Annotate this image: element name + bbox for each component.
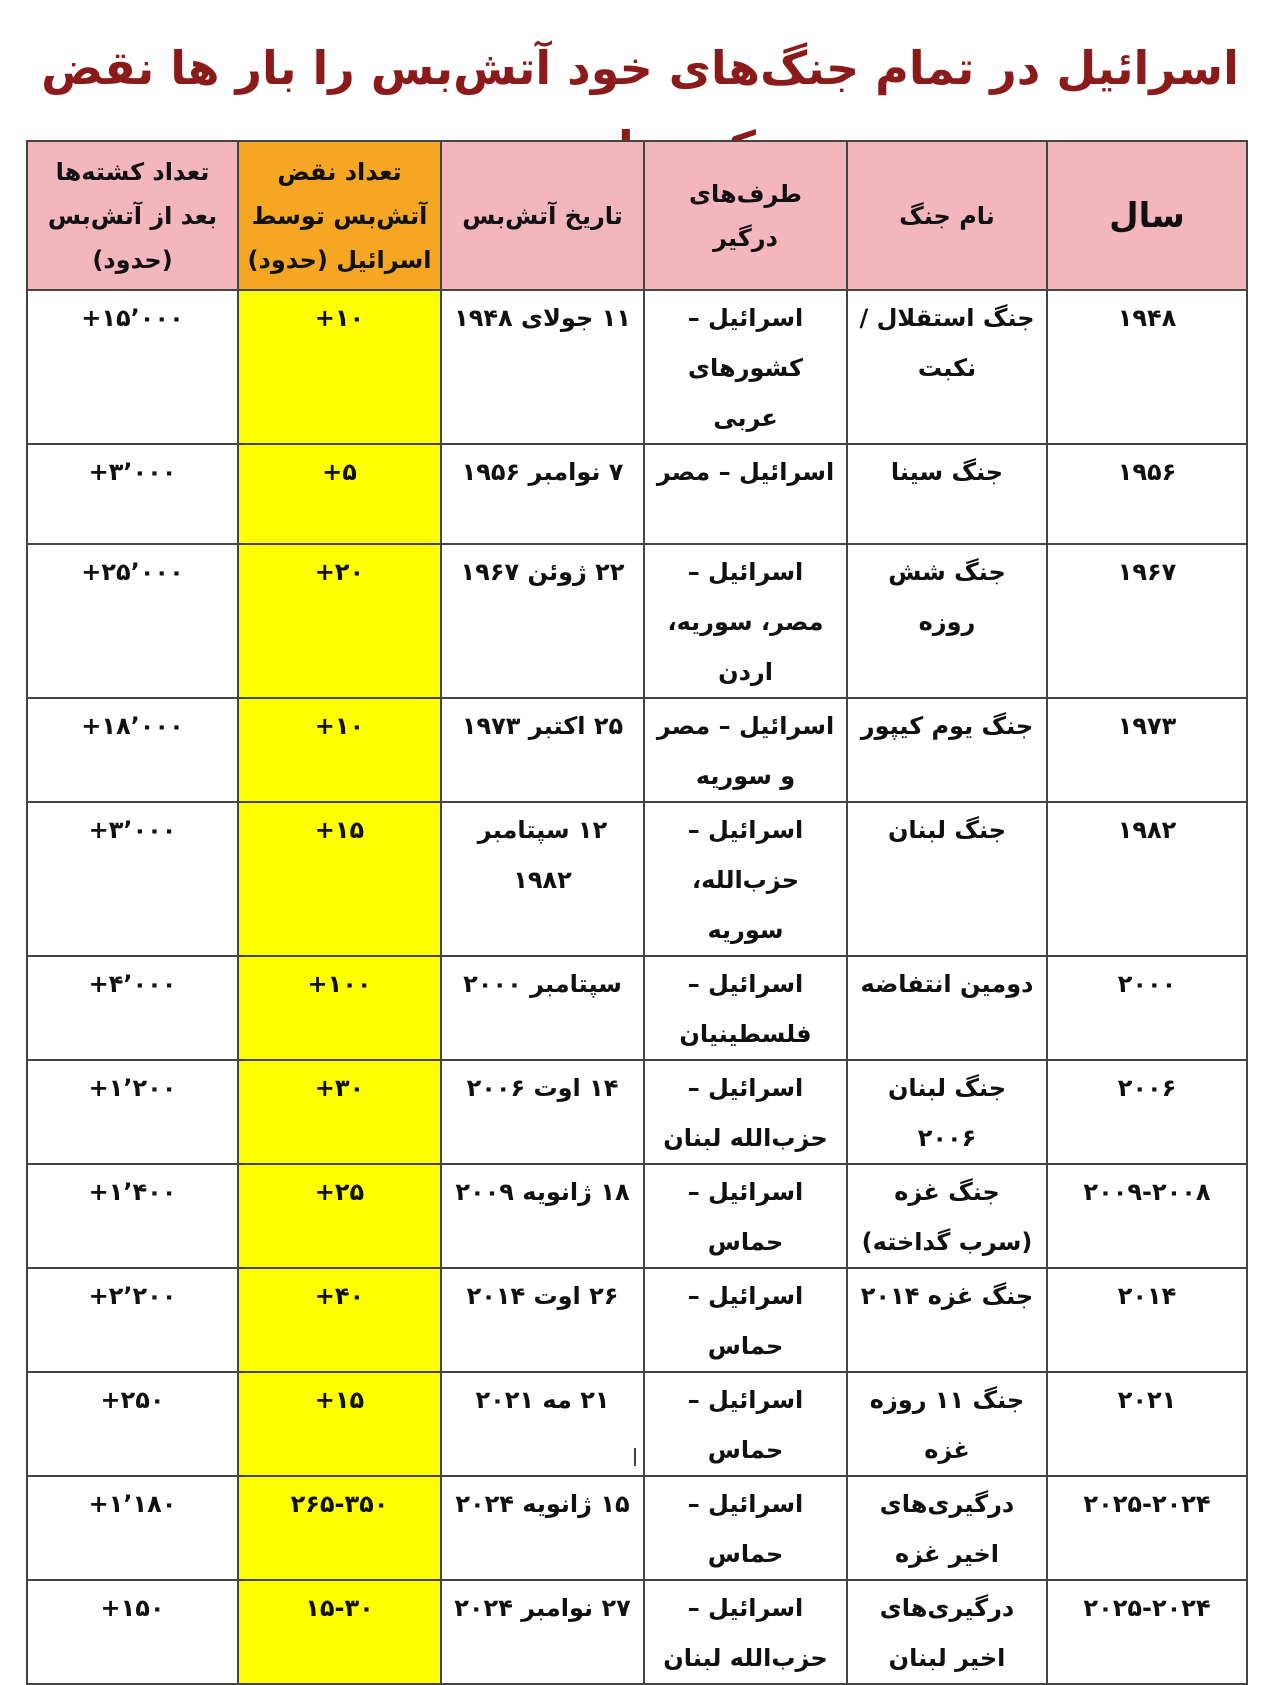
cell-violations — [238, 544, 441, 698]
header-deaths: تعداد کشته‌ها بعد از آتش‌بس (حدود) — [27, 141, 238, 290]
header-war-name: نام جنگ — [847, 141, 1047, 290]
cell-deaths-value: +۴٬۰۰۰ — [88, 970, 177, 998]
cell-deaths — [27, 956, 238, 1060]
cell-war-name: جنگ لبنان ۲۰۰۶ — [847, 1060, 1047, 1164]
cell-ceasefire-date: ۱۴ اوت ۲۰۰۶ — [441, 1060, 644, 1164]
table-row — [27, 1268, 1247, 1372]
cell-violations — [238, 1164, 441, 1268]
cell-year — [1047, 1372, 1247, 1476]
page-title: اسرائیل در تمام جنگ‌های خود آتش‌بس را بار ها نقض — [41, 41, 1239, 95]
table-row — [27, 956, 1247, 1060]
table-header-row — [27, 141, 1247, 290]
cell-ceasefire-date: ۱۵ ژانویه ۲۰۲۴ — [441, 1476, 644, 1580]
cell-parties: اسرائیل – حزب‌الله لبنان — [644, 1580, 847, 1684]
cell-deaths-value: +۱۵٬۰۰۰ — [81, 304, 184, 332]
cell-parties: اسرائیل – فلسطینیان — [644, 956, 847, 1060]
table-row — [27, 1164, 1247, 1268]
cell-deaths — [27, 1372, 238, 1476]
cell-year — [1047, 1060, 1247, 1164]
cell-year-value: ۱۹۸۲ — [1117, 816, 1177, 844]
cell-deaths — [27, 544, 238, 698]
cell-war-name: جنگ غزه ۲۰۱۴ — [847, 1268, 1047, 1372]
cell-year — [1047, 1476, 1247, 1580]
cell-deaths — [27, 1268, 238, 1372]
cell-deaths-value: +۱٬۴۰۰ — [88, 1178, 177, 1206]
cell-ceasefire-date: ۷ نوامبر ۱۹۵۶ — [441, 444, 644, 544]
cell-parties: اسرائیل – کشورهای عربی — [644, 290, 847, 444]
cell-year — [1047, 698, 1247, 802]
cell-ceasefire-date: ۲۷ نوامبر ۲۰۲۴ — [441, 1580, 644, 1684]
cell-deaths-value: +۳٬۰۰۰ — [88, 816, 177, 844]
cell-deaths — [27, 290, 238, 444]
table-row — [27, 1060, 1247, 1164]
cell-year-value: ۲۰۰۹-۲۰۰۸ — [1083, 1178, 1211, 1206]
cell-deaths-value: +۲۵۰ — [100, 1386, 165, 1414]
table-row — [27, 1476, 1247, 1580]
cell-year — [1047, 956, 1247, 1060]
cell-war-name: درگیری‌های اخیر غزه — [847, 1476, 1047, 1580]
cell-violations-value: +۳۰ — [314, 1074, 365, 1102]
cell-violations-value: +۱۵ — [314, 1386, 365, 1414]
cell-parties: اسرائیل – حزب‌الله لبنان — [644, 1060, 847, 1164]
cell-year-value: ۱۹۵۶ — [1117, 458, 1177, 486]
cell-deaths-value: +۱۵۰ — [100, 1594, 165, 1622]
cell-violations-value: ۱۵-۳۰ — [305, 1594, 374, 1622]
cell-war-name: جنگ سینا — [847, 444, 1047, 544]
ceasefire-table — [26, 140, 1248, 1685]
header-year: سال — [1047, 141, 1247, 290]
cell-war-name: جنگ استقلال / نکبت — [847, 290, 1047, 444]
cell-year — [1047, 1164, 1247, 1268]
cell-violations — [238, 1372, 441, 1476]
cell-year-value: ۲۰۲۵-۲۰۲۴ — [1083, 1490, 1211, 1518]
table-row — [27, 544, 1247, 698]
cell-violations — [238, 1580, 441, 1684]
cell-deaths — [27, 1476, 238, 1580]
cell-parties: اسرائیل – حماس — [644, 1268, 847, 1372]
cell-year-value: ۱۹۴۸ — [1117, 304, 1177, 332]
cell-ceasefire-date: ۲۱ مه ۲۰۲۱ — [441, 1372, 644, 1476]
header-violations: تعداد نقض آتش‌بس توسط اسرائیل (حدود) — [238, 141, 441, 290]
cell-year — [1047, 444, 1247, 544]
cell-year — [1047, 1580, 1247, 1684]
cell-year-value: ۲۰۰۰ — [1117, 970, 1177, 998]
cell-violations-value: +۱۰ — [314, 304, 365, 332]
cell-parties: اسرائیل – مصر، سوریه، اردن — [644, 544, 847, 698]
cell-parties: اسرائیل – حماس — [644, 1164, 847, 1268]
table-body — [27, 290, 1247, 1684]
cell-parties: اسرائیل – مصر — [644, 444, 847, 544]
cell-year-value: ۲۰۰۶ — [1117, 1074, 1177, 1102]
table-divider-stub — [634, 1448, 636, 1466]
cell-deaths — [27, 802, 238, 956]
cell-violations — [238, 802, 441, 956]
cell-parties: اسرائیل – حماس — [644, 1476, 847, 1580]
cell-deaths-value: +۳٬۰۰۰ — [88, 458, 177, 486]
cell-year — [1047, 1268, 1247, 1372]
cell-violations-value: +۴۰ — [314, 1282, 365, 1310]
cell-year-value: ۲۰۲۱ — [1117, 1386, 1177, 1414]
cell-year-value: ۱۹۷۳ — [1117, 712, 1177, 740]
table-row — [27, 290, 1247, 444]
cell-year-value: ۲۰۲۵-۲۰۲۴ — [1083, 1594, 1211, 1622]
cell-year-value: ۲۰۱۴ — [1117, 1282, 1177, 1310]
cell-war-name: جنگ ۱۱ روزه غزه — [847, 1372, 1047, 1476]
cell-ceasefire-date: ۱۱ جولای ۱۹۴۸ — [441, 290, 644, 444]
table-row — [27, 1372, 1247, 1476]
cell-deaths — [27, 1060, 238, 1164]
cell-violations-value: +۵ — [322, 458, 357, 486]
cell-war-name: جنگ یوم کیپور — [847, 698, 1047, 802]
header-ceasefire-date: تاریخ آتش‌بس — [441, 141, 644, 290]
cell-parties: اسرائیل – حزب‌الله، سوریه — [644, 802, 847, 956]
cell-parties: اسرائیل – مصر و سوریه — [644, 698, 847, 802]
cell-parties: اسرائیل – حماس — [644, 1372, 847, 1476]
cell-year — [1047, 290, 1247, 444]
header-parties: طرف‌های درگیر — [644, 141, 847, 290]
cell-war-name: جنگ غزه (سرب گداخته) — [847, 1164, 1047, 1268]
cell-deaths-value: +۲٬۲۰۰ — [88, 1282, 177, 1310]
cell-violations — [238, 1476, 441, 1580]
cell-violations-value: ۲۶۵-۳۵۰ — [290, 1490, 389, 1518]
cell-deaths — [27, 1164, 238, 1268]
cell-deaths — [27, 1580, 238, 1684]
cell-year — [1047, 544, 1247, 698]
cell-violations-value: +۱۵ — [314, 816, 365, 844]
cell-deaths-value: +۲۵٬۰۰۰ — [81, 558, 184, 586]
cell-deaths-value: +۱۸٬۰۰۰ — [81, 712, 184, 740]
table-row — [27, 802, 1247, 956]
cell-violations-value: +۱۰۰ — [307, 970, 372, 998]
cell-ceasefire-date: ۲۲ ژوئن ۱۹۶۷ — [441, 544, 644, 698]
cell-violations — [238, 444, 441, 544]
cell-deaths — [27, 698, 238, 802]
cell-ceasefire-date: ۱۲ سپتامبر ۱۹۸۲ — [441, 802, 644, 956]
cell-war-name: درگیری‌های اخیر لبنان — [847, 1580, 1047, 1684]
cell-ceasefire-date: ۲۶ اوت ۲۰۱۴ — [441, 1268, 644, 1372]
cell-deaths-value: +۱٬۲۰۰ — [88, 1074, 177, 1102]
table-row — [27, 698, 1247, 802]
cell-violations — [238, 1060, 441, 1164]
cell-deaths-value: +۱٬۱۸۰ — [88, 1490, 177, 1518]
table-row — [27, 1580, 1247, 1684]
table-row — [27, 444, 1247, 544]
cell-violations — [238, 1268, 441, 1372]
cell-violations-value: +۲۰ — [314, 558, 365, 586]
cell-year — [1047, 802, 1247, 956]
cell-violations — [238, 956, 441, 1060]
cell-ceasefire-date: ۱۸ ژانویه ۲۰۰۹ — [441, 1164, 644, 1268]
cell-violations — [238, 698, 441, 802]
cell-violations-value: +۱۰ — [314, 712, 365, 740]
cell-year-value: ۱۹۶۷ — [1117, 558, 1177, 586]
cell-war-name: جنگ شش روزه — [847, 544, 1047, 698]
cell-ceasefire-date: سپتامبر ۲۰۰۰ — [441, 956, 644, 1060]
cell-war-name: جنگ لبنان — [847, 802, 1047, 956]
cell-war-name: دومین انتفاضه — [847, 956, 1047, 1060]
cell-ceasefire-date: ۲۵ اکتبر ۱۹۷۳ — [441, 698, 644, 802]
cell-deaths — [27, 444, 238, 544]
cell-violations-value: +۲۵ — [314, 1178, 365, 1206]
cell-violations — [238, 290, 441, 444]
